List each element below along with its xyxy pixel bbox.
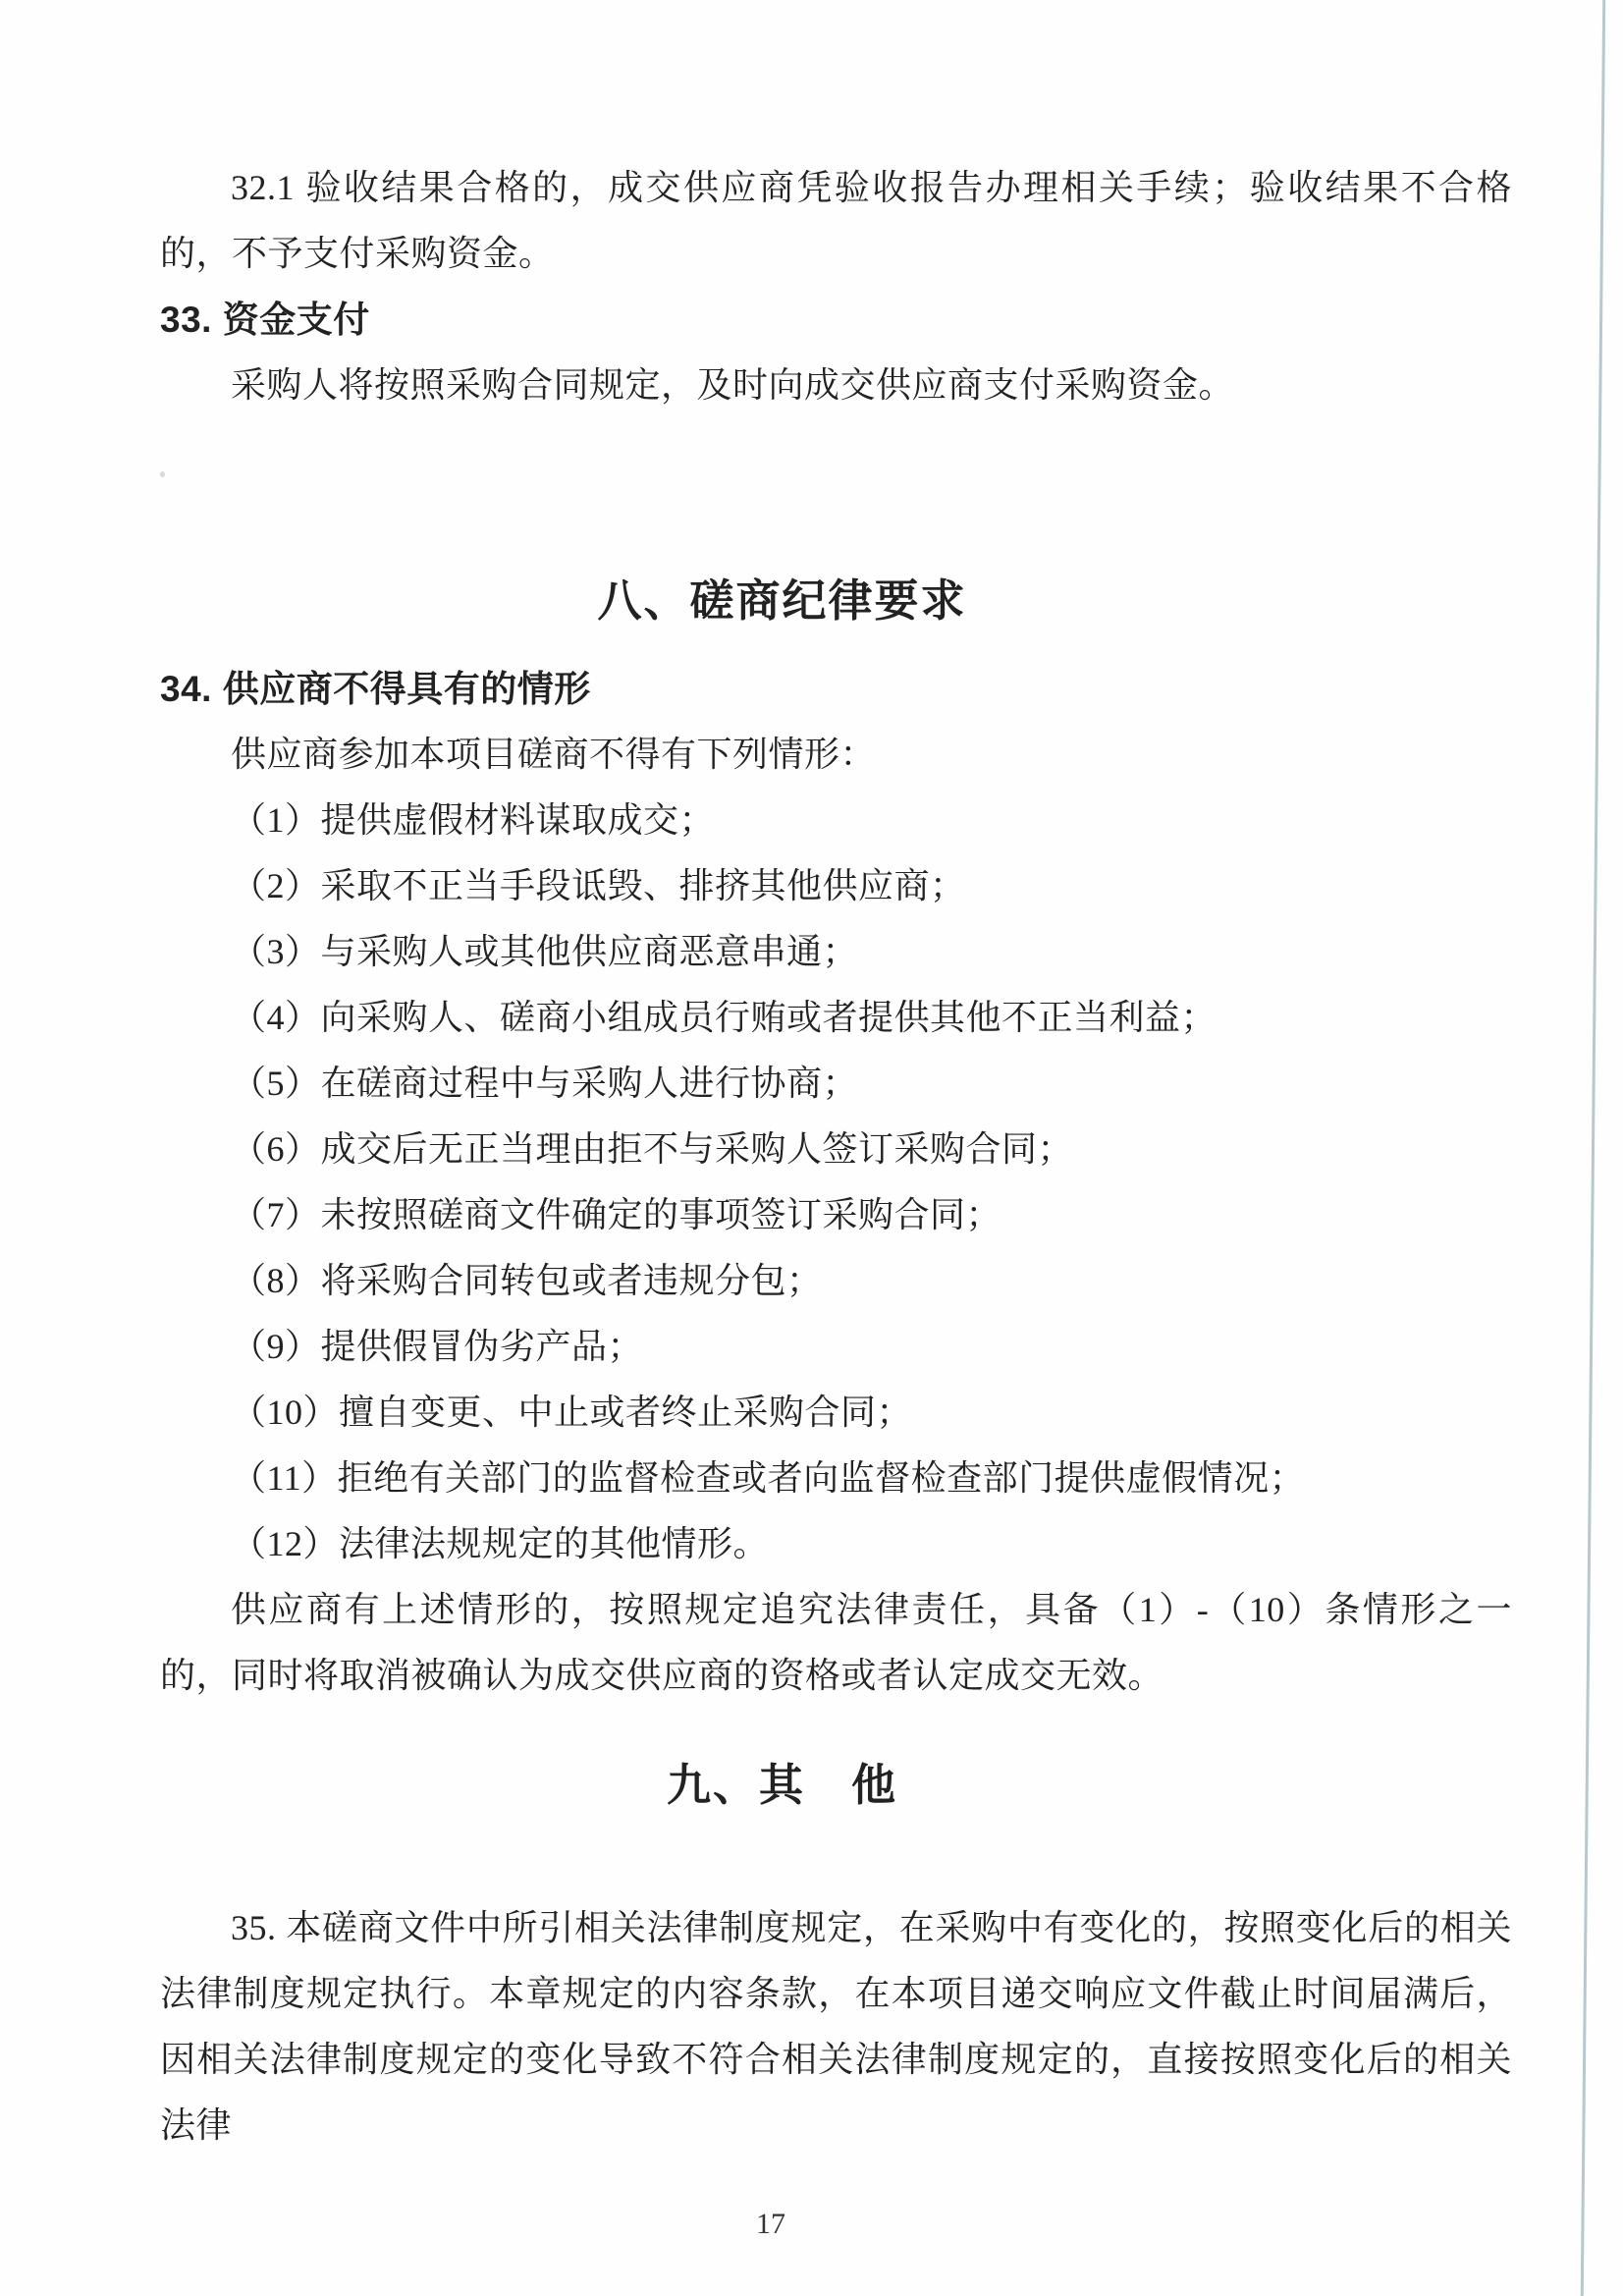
list-item-9: （9）提供假冒伪劣产品； xyxy=(231,1327,644,1366)
scan-speck xyxy=(160,471,165,477)
list-item-10: （10）擅自变更、中止或者终止采购合同； xyxy=(231,1393,913,1432)
page-number: 17 xyxy=(756,2208,785,2240)
discipline-closing-paragraph: 供应商有上述情形的，按照规定追究法律责任，具备（1）-（10）条情形之一的，同时将取消被确认为成交供应商的资格或者认定成交无效。 xyxy=(160,1590,1512,1695)
page-content xyxy=(160,155,1512,2159)
list-item-12: （12）法律法规规定的其他情形。 xyxy=(231,1524,770,1563)
list-item-4: （4）向采购人、磋商小组成员行贿或者提供其他不正当利益； xyxy=(231,998,1217,1037)
list-item-1: （1）提供虚假材料谋取成交； xyxy=(231,800,716,840)
list-item-6: （6）成交后无正当理由拒不与采购人签订采购合同； xyxy=(231,1129,1074,1169)
paragraph-33: 采购人将按照采购合同规定，及时向成交供应商支付采购资金。 xyxy=(231,365,1235,405)
paragraph-32-1: 32.1 验收结果合格的，成交供应商凭验收报告办理相关手续；验收结果不合格的，不予支付采购资金。 xyxy=(160,168,1512,273)
paragraph-35: 35. 本磋商文件中所引相关法律制度规定，在采购中有变化的，按照变化后的相关法律制度规定执行。本章规定的内容条款，在本项目递交响应文件截止时间届满后，因相关法律制度规定的变化导致不符合相关法律制度规定的，直接按照变化后的相关法律 xyxy=(160,1908,1512,2145)
scan-edge-line xyxy=(1581,0,1606,2296)
section-heading-8-discipline: 八、磋商纪律要求 xyxy=(597,576,967,626)
heading-33-payment: 33. 资金支付 xyxy=(160,300,370,340)
list-item-8: （8）将采购合同转包或者违规分包； xyxy=(231,1261,823,1300)
section-heading-9-others: 九、其 他 xyxy=(666,1761,897,1810)
list-item-3: （3）与采购人或其他供应商恶意串通； xyxy=(231,932,859,971)
discipline-intro: 供应商参加本项目磋商不得有下列情形： xyxy=(231,735,877,774)
list-item-7: （7）未按照磋商文件确定的事项签订采购合同； xyxy=(231,1195,1002,1234)
heading-34-prohibited: 34. 供应商不得具有的情形 xyxy=(160,669,591,709)
list-item-11: （11）拒绝有关部门的监督检查或者向监督检查部门提供虚假情况； xyxy=(231,1458,1306,1498)
list-item-5: （5）在磋商过程中与采购人进行协商； xyxy=(231,1064,859,1103)
list-item-2: （2）采取不正当手段诋毁、排挤其他供应商； xyxy=(231,866,966,905)
